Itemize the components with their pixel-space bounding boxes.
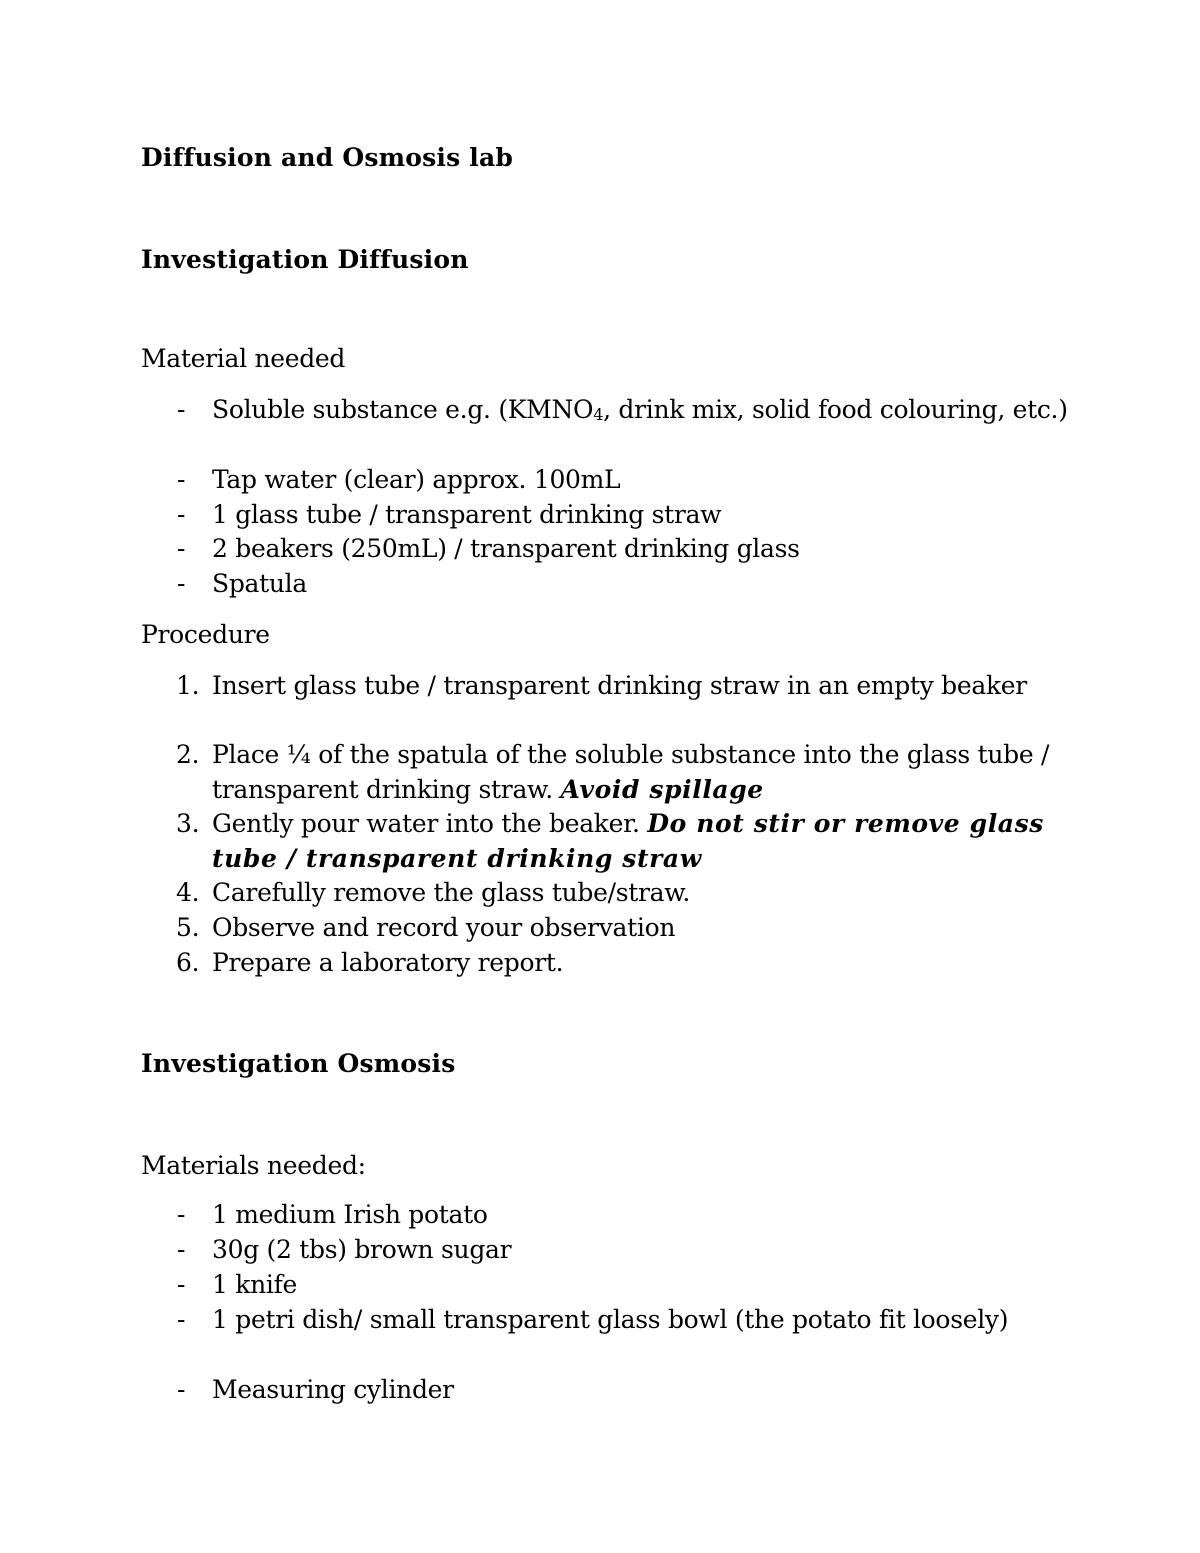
procedure-step — [141, 738, 1101, 807]
procedure-step — [141, 946, 1101, 981]
material-text: 1 petri dish/ small transparent glass bowl (the potato fit loosely) — [212, 1305, 1009, 1334]
material-text: 1 medium Irish potato — [212, 1200, 488, 1229]
bullet-dash: - — [177, 1270, 186, 1299]
step-text: Prepare a laboratory report. — [212, 948, 564, 977]
step-number: 5. — [176, 913, 200, 942]
diffusion-material-item — [141, 393, 1101, 431]
procedure-step — [141, 911, 1101, 946]
diffusion-materials-label: Material needed — [141, 344, 346, 373]
material-text: Measuring cylinder — [212, 1375, 454, 1404]
osmosis-material-item — [141, 1268, 1101, 1303]
step-warning: Avoid spillage — [560, 774, 764, 804]
step-text: Insert glass tube / transparent drinking straw in an empty beaker — [212, 671, 1027, 700]
material-text: Tap water (clear) approx. 100mL — [212, 465, 621, 494]
bullet-dash: - — [177, 1235, 186, 1264]
procedure-step — [141, 669, 1101, 704]
diffusion-material-item — [141, 532, 1101, 567]
osmosis-material-item — [141, 1373, 1101, 1408]
material-text-continued: , drink mix, solid food colouring, etc.) — [603, 395, 1068, 424]
step-text: Observe and record your observation — [212, 913, 676, 942]
step-number: 2. — [176, 740, 200, 769]
document-title: Diffusion and Osmosis lab — [141, 143, 514, 172]
step-number: 4. — [176, 878, 200, 907]
diffusion-material-item — [141, 463, 1101, 498]
step-number: 1. — [176, 671, 200, 700]
step-text: Gently pour water into the beaker. — [212, 809, 640, 838]
bullet-dash: - — [177, 465, 186, 494]
material-text: 1 knife — [212, 1270, 298, 1299]
step-text: Place ¼ of the spatula of the soluble substance into the glass tube / transparent drinking straw. — [212, 740, 1050, 804]
osmosis-material-item — [141, 1198, 1101, 1233]
diffusion-heading: Investigation Diffusion — [141, 245, 469, 274]
bullet-dash: - — [177, 534, 186, 563]
bullet-dash: - — [177, 500, 186, 529]
step-number: 3. — [176, 809, 200, 838]
osmosis-materials-label: Materials needed: — [141, 1151, 366, 1180]
bullet-dash: - — [177, 1375, 186, 1404]
osmosis-heading: Investigation Osmosis — [141, 1049, 456, 1078]
material-text: Spatula — [212, 569, 307, 598]
material-text: 1 glass tube / transparent drinking straw — [212, 500, 722, 529]
material-text: Soluble substance e.g. (KMNO — [212, 395, 594, 424]
material-text: 30g (2 tbs) brown sugar — [212, 1235, 512, 1264]
step-text: Carefully remove the glass tube/straw. — [212, 878, 691, 907]
osmosis-material-item — [141, 1233, 1101, 1268]
step-warning: Do not stir or remove glass tube / transparent drinking straw — [212, 809, 1044, 873]
bullet-dash: - — [177, 569, 186, 598]
procedure-label: Procedure — [141, 620, 270, 649]
step-number: 6. — [176, 948, 200, 977]
procedure-step — [141, 876, 1101, 911]
procedure-step — [141, 807, 1101, 876]
osmosis-material-item — [141, 1303, 1101, 1338]
bullet-dash: - — [177, 1200, 186, 1229]
diffusion-material-item — [141, 567, 1101, 602]
bullet-dash: - — [177, 1305, 186, 1334]
subscript: 4 — [593, 405, 604, 425]
diffusion-material-item — [141, 498, 1101, 533]
bullet-dash: - — [177, 395, 186, 424]
material-text: 2 beakers (250mL) / transparent drinking glass — [212, 534, 800, 563]
